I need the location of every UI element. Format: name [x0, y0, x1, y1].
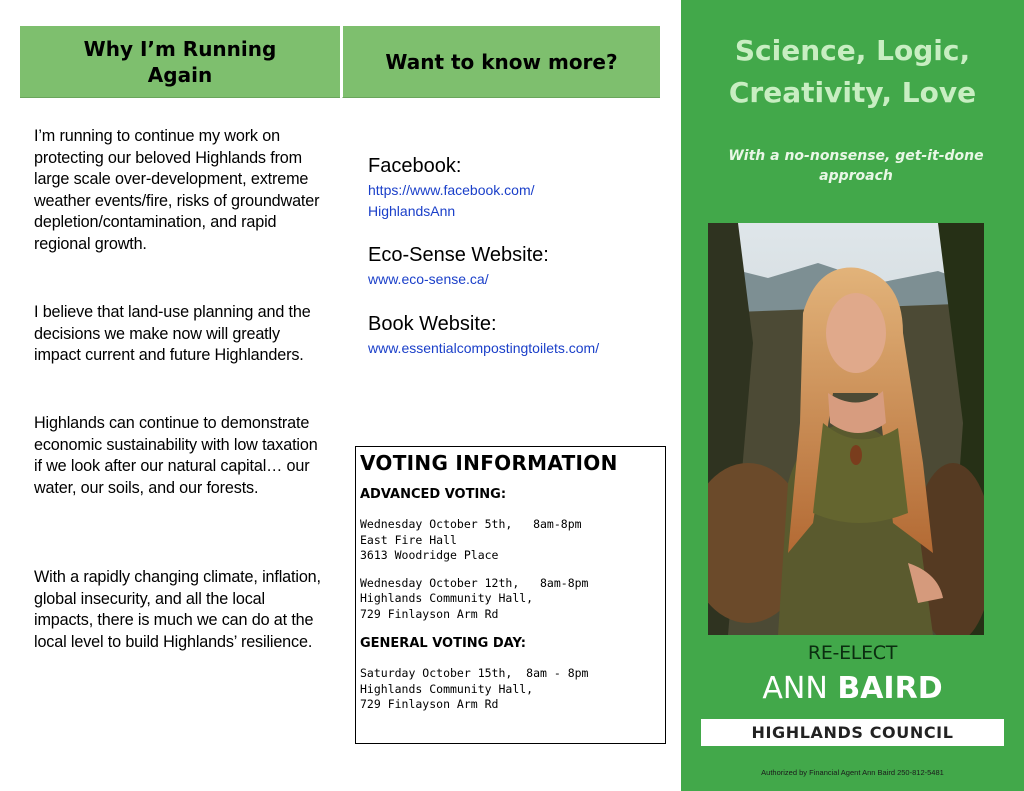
advanced-1-date: Wednesday October 5th, 8am-8pm	[360, 517, 582, 531]
eco-sense-label: Eco-Sense Website:	[368, 244, 549, 266]
slogan-line-2: Creativity, Love	[728, 76, 977, 109]
council-label: HIGHLANDS COUNCIL	[751, 723, 954, 742]
book-website-label: Book Website:	[368, 313, 497, 335]
want-more-title: Want to know more?	[385, 49, 618, 74]
advanced-1-venue: East Fire Hall	[360, 532, 457, 547]
general-address: 729 Finlayson Arm Rd	[360, 697, 499, 711]
paragraph-3: Highlands can continue to demonstrate economic sustainability with low taxation if we look after our natural capital… our water, our soils, and our forests.	[34, 414, 318, 497]
facebook-link-line2[interactable]: HighlandsAnn	[368, 203, 456, 219]
campaign-panel	[681, 0, 1024, 791]
facebook-label: Facebook:	[368, 155, 462, 177]
re-elect-label: RE-ELECT	[807, 642, 898, 664]
paragraph-4: With a rapidly changing climate, inflation, global insecurity, and all the local impacts, there is much we can do at the local level to build Highlands’ resilience.	[34, 568, 321, 651]
advanced-2-address: 729 Finlayson Arm Rd	[360, 606, 499, 621]
facebook-link-line1[interactable]: https://www.facebook.com/	[368, 182, 535, 198]
candidate-name	[681, 670, 1024, 708]
why-running-title: Why I’m Running Again	[83, 36, 277, 87]
advanced-1-address: 3613 Woodridge Place	[360, 548, 499, 562]
voting-information-box	[355, 446, 666, 744]
advanced-voting-label: ADVANCED VOTING:	[360, 487, 507, 502]
paragraph-1: I’m running to continue my work on protecting our beloved Highlands from large scale over-development, extreme weather events/fire, risks of groundwater depletion/contamination, and rapid regional growth.	[34, 127, 320, 253]
book-website-link[interactable]: www.essentialcompostingtoilets.com/	[368, 340, 600, 356]
advanced-2-date: Wednesday October 12th, 8am-8pm	[360, 575, 589, 590]
highlands-council-banner	[701, 719, 1004, 746]
advanced-2-venue: Highlands Community Hall,	[360, 591, 534, 605]
candidate-photo	[708, 223, 984, 635]
candidate-last-name: BAIRD	[837, 671, 943, 706]
candidate-first-name: ANN	[762, 671, 828, 706]
general-date: Saturday October 15th, 8am - 8pm	[360, 666, 589, 680]
authorization-note: Authorized by Financial Agent Ann Baird 250-812-5481	[761, 768, 944, 777]
tagline: With a no-nonsense, get-it-done approach	[728, 148, 984, 184]
general-venue: Highlands Community Hall,	[360, 681, 534, 696]
why-running-header	[20, 26, 340, 98]
want-more-header	[342, 26, 660, 98]
paragraph-2: I believe that land-use planning and the decisions we make now will greatly impact current and future Highlanders.	[34, 303, 311, 365]
general-voting-label: GENERAL VOTING DAY:	[360, 636, 526, 651]
slogan	[681, 30, 1024, 114]
voting-title: VOTING INFORMATION	[360, 451, 618, 475]
eco-sense-link[interactable]: www.eco-sense.ca/	[368, 271, 489, 287]
slogan-line-1: Science, Logic,	[734, 34, 971, 67]
